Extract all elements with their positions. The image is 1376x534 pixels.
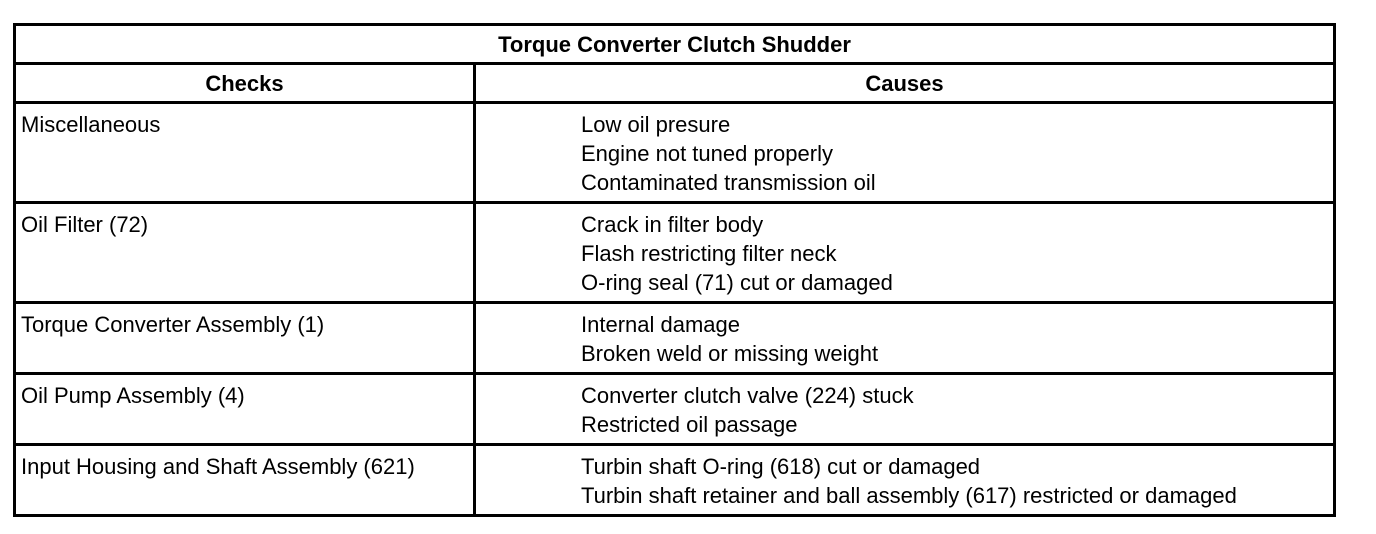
check-cell: Oil Pump Assembly (4) (15, 374, 475, 445)
cause-item: Engine not tuned properly (581, 141, 833, 166)
cause-item: Turbin shaft retainer and ball assembly (617) restricted or damaged (581, 483, 1237, 508)
cause-item: Contaminated transmission oil (581, 170, 876, 195)
cause-item: Converter clutch valve (224) stuck (581, 383, 914, 408)
causes-cell (475, 203, 1335, 303)
check-cell: Miscellaneous (15, 103, 475, 203)
table-row (15, 303, 1335, 374)
table-row (15, 445, 1335, 516)
cause-item: Low oil presure (581, 112, 731, 137)
causes-cell (475, 445, 1335, 516)
diagnosis-table (13, 23, 1336, 517)
check-cell: Oil Filter (72) (15, 203, 475, 303)
cause-item: Broken weld or missing weight (581, 341, 879, 366)
cause-item: Turbin shaft O-ring (618) cut or damaged (581, 454, 981, 479)
causes-cell (475, 374, 1335, 445)
checks-column-header: Checks (15, 64, 475, 103)
table-row (15, 103, 1335, 203)
cause-item: Flash restricting filter neck (581, 241, 837, 266)
check-cell: Input Housing and Shaft Assembly (621) (15, 445, 475, 516)
cause-item: Internal damage (581, 312, 740, 337)
causes-cell (475, 303, 1335, 374)
cause-item: O-ring seal (71) cut or damaged (581, 270, 893, 295)
check-cell: Torque Converter Assembly (1) (15, 303, 475, 374)
causes-column-header: Causes (475, 64, 1335, 103)
table-row (15, 203, 1335, 303)
cause-item: Crack in filter body (581, 212, 764, 237)
causes-cell (475, 103, 1335, 203)
cause-item: Restricted oil passage (581, 412, 798, 437)
table-title: Torque Converter Clutch Shudder (15, 25, 1335, 64)
table-row (15, 374, 1335, 445)
